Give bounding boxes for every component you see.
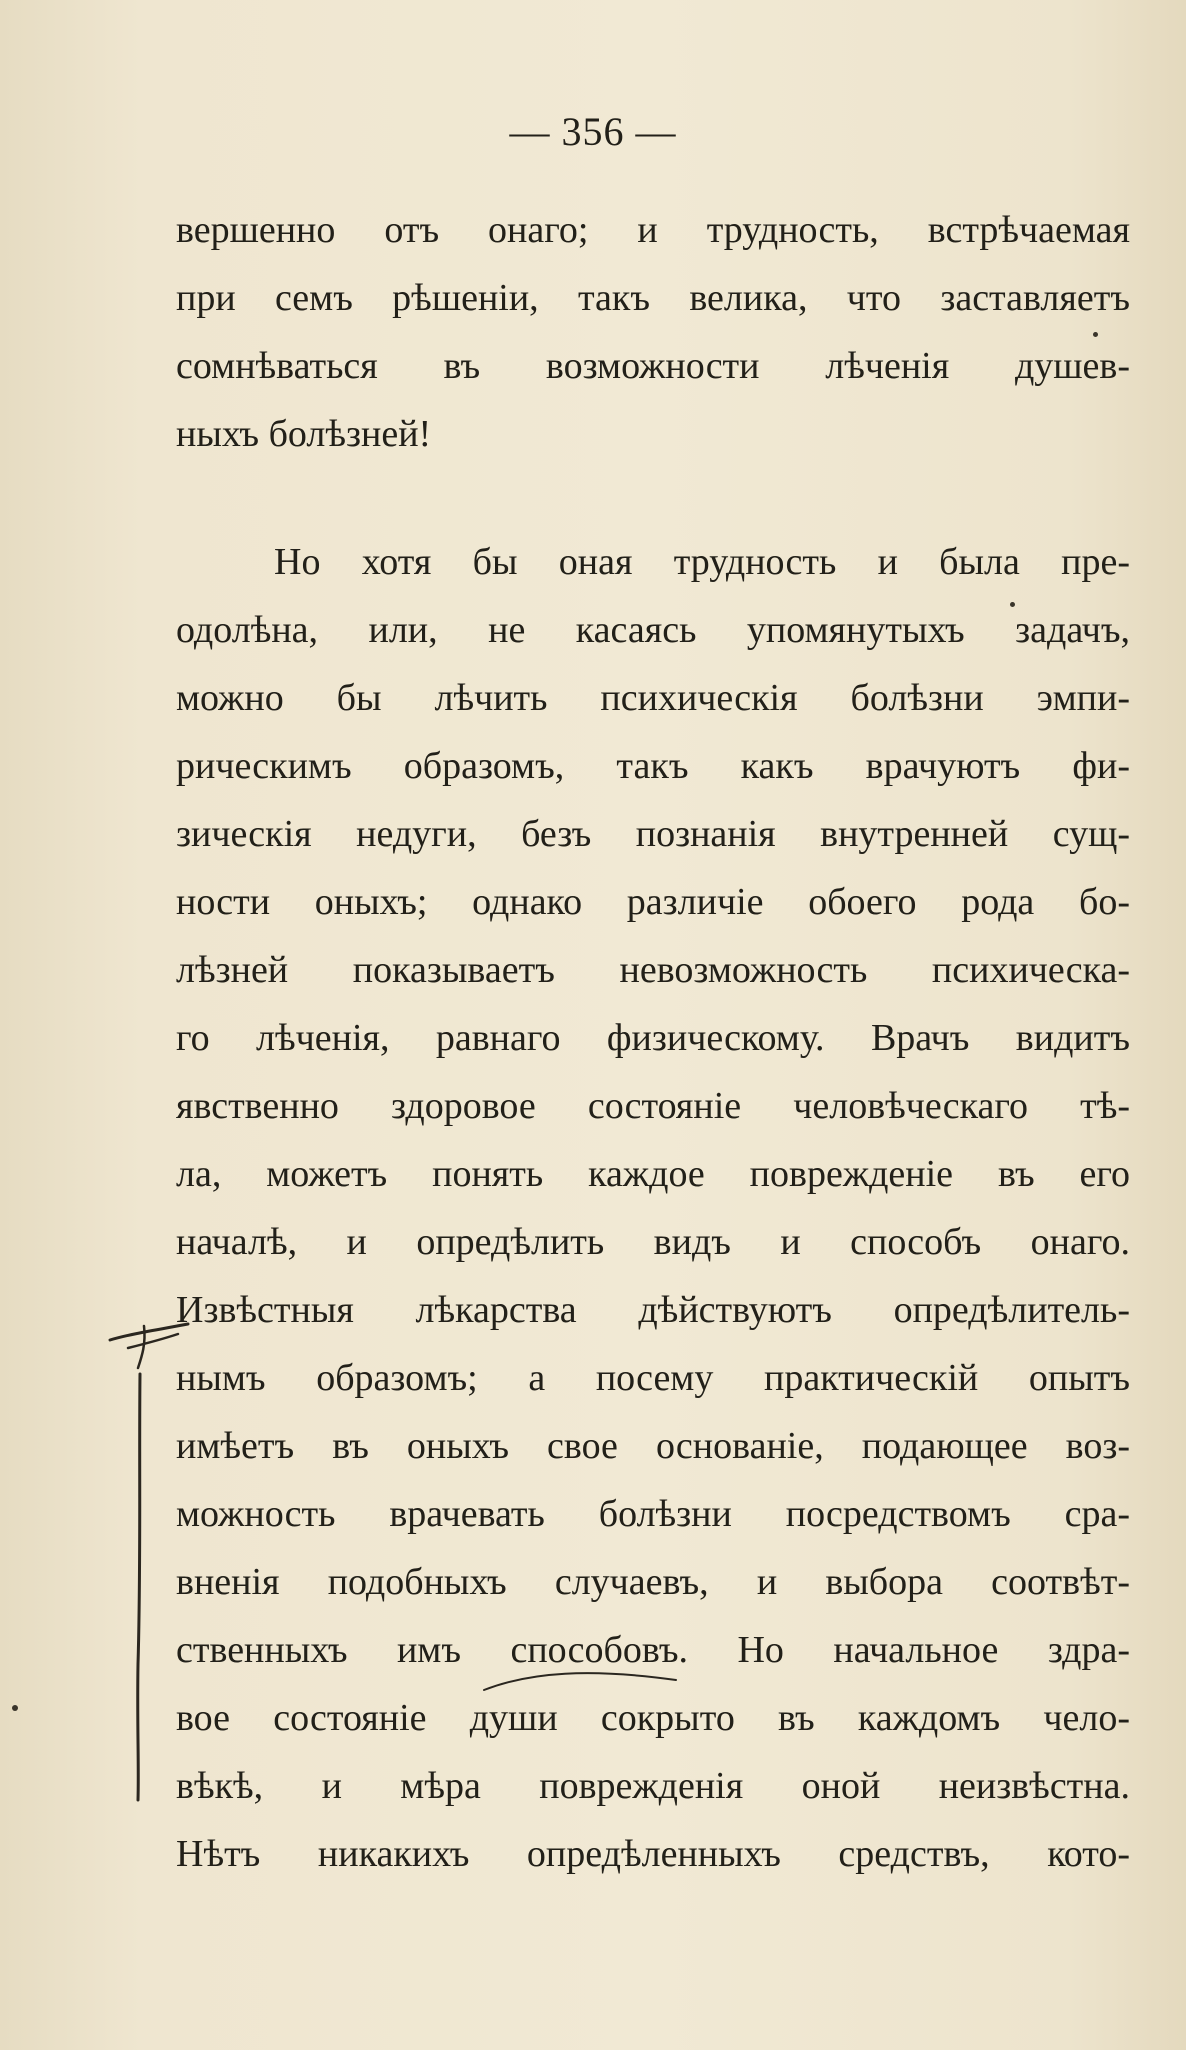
text-line: одолѣна, или, не касаясь упомянутыхъ задачъ,: [176, 609, 1130, 651]
page-number-header: — 356 —: [509, 109, 677, 154]
ink-speck: [1010, 602, 1015, 607]
text-line: при семъ рѣшеніи, такъ велика, что заставляетъ: [176, 277, 1130, 319]
handwritten-margin-bracket: [108, 1304, 198, 1804]
text-line: Но хотя бы оная трудность и была пре-: [274, 541, 1130, 583]
text-line: Нѣтъ никакихъ опредѣленныхъ средствъ, кото-: [176, 1833, 1130, 1875]
text-line: можно бы лѣчить психическія болѣзни эмпи-: [176, 677, 1130, 719]
text-line: сомнѣваться въ возможности лѣченія душев-: [176, 345, 1130, 387]
text-line: вѣкѣ, и мѣра поврежденія оной неизвѣстна.: [176, 1765, 1130, 1807]
text-line: рическимъ образомъ, такъ какъ врачуютъ фи-: [176, 745, 1130, 787]
text-line: вненія подобныхъ случаевъ, и выбора соотвѣт-: [176, 1561, 1130, 1603]
handwritten-underline: [480, 1666, 680, 1696]
text-line: ныхъ болѣзней!: [176, 413, 432, 455]
text-line: явственно здоровое состояніе человѣческаго тѣ-: [176, 1085, 1130, 1127]
text-line: ла, можетъ понять каждое поврежденіе въ его: [176, 1153, 1130, 1195]
body-text: [176, 196, 1130, 1888]
text-line: нымъ образомъ; а посему практическій опытъ: [176, 1357, 1130, 1399]
text-line: Извѣстныя лѣкарства дѣйствуютъ опредѣлитель-: [176, 1289, 1130, 1331]
text-line: вое состояніе души сокрыто въ каждомъ чело-: [176, 1697, 1130, 1739]
text-line: зическія недуги, безъ познанія внутренней сущ-: [176, 813, 1130, 855]
text-line: имѣетъ въ оныхъ свое основаніе, подающее воз-: [176, 1425, 1130, 1467]
text-line: ности оныхъ; однако различіе обоего рода бо-: [176, 881, 1130, 923]
text-line: вершенно отъ онаго; и трудность, встрѣчаемая: [176, 209, 1130, 251]
paragraph-gap: [176, 468, 1130, 528]
text-line: лѣзней показываетъ невозможность психическа-: [176, 949, 1130, 991]
ink-speck: [12, 1705, 18, 1711]
text-line: началѣ, и опредѣлить видъ и способъ онаго.: [176, 1221, 1130, 1263]
text-line: можность врачевать болѣзни посредствомъ сра-: [176, 1493, 1130, 1535]
text-line: ственныхъ имъ способовъ. Но начальное здра-: [176, 1629, 1130, 1671]
text-line: го лѣченія, равнаго физическому. Врачъ видитъ: [176, 1017, 1130, 1059]
ink-speck: [1093, 332, 1098, 337]
paragraph-1: [176, 196, 1130, 468]
